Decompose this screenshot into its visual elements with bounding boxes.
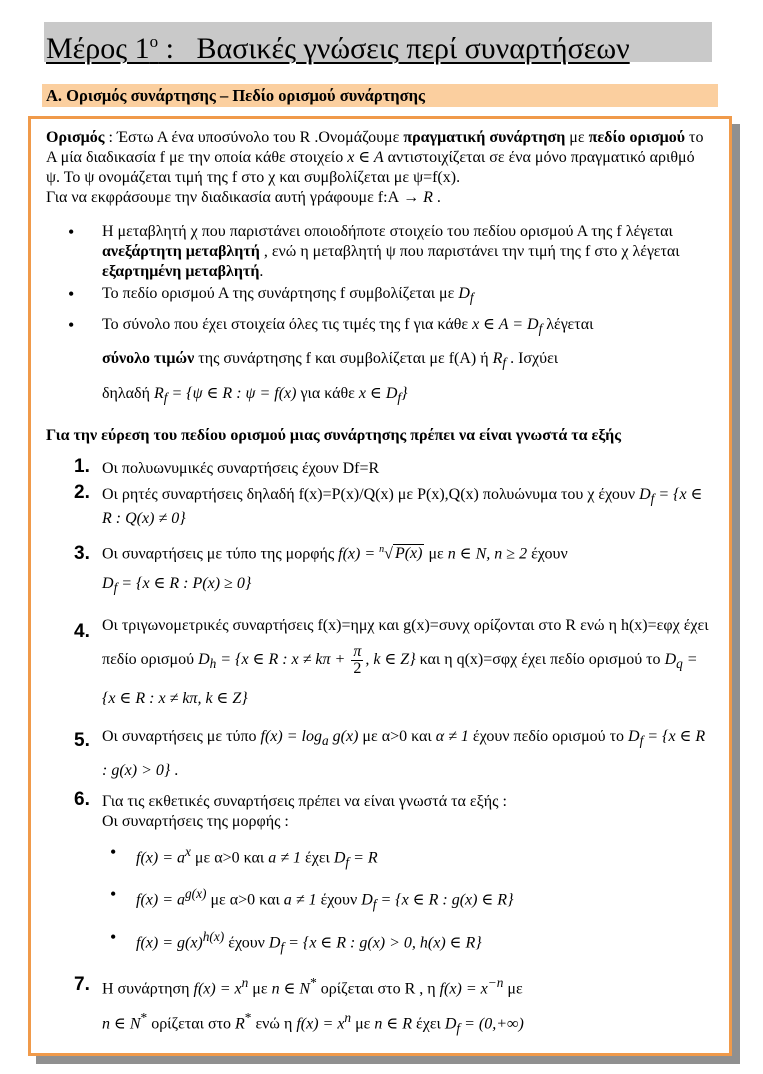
page-title: Μέρος $1^o$ : Βασικές γνώσεις περί συναρτήσεων bbox=[46, 32, 630, 65]
exponential-cases bbox=[102, 836, 710, 964]
list-item: • Η μεταβλητή χ που παριστάνει οποιοδήποτε στοιχείο του πεδίου ορισμού Α της f λέγεται ανεξάρτητη μεταβλητή , ενώ η μεταβλητή ψ που παριστάνει την τιμή της f στο χ λέγεται εξαρτημένη μεταβλητή. bbox=[46, 222, 710, 282]
definition-notation: Για να εκφράσουμε την διαδικασία αυτή γράφουμε f:A → R . bbox=[46, 189, 441, 206]
list-item: 4. Οι τριγωνομετρικές συναρτήσεις f(x)=ημχ και g(x)=συνχ ορίζονται στο R ενώ η h(x)=εφχ έχει πεδίο ορισμού $D_h = \{x$ ∈ R : x ≠ kπ + $\frac{\pi}{2}$ , k ∈ Z} και η q(x)=σφχ έχει πεδίο ορισμού το $D_q = \{x$ ∈ R : x ≠ kπ, k ∈ Z} bbox=[74, 617, 709, 707]
list-item: 2. Οι ρητές συναρτήσεις δηλαδή f(x)=P(x)/Q(x) με P(x),Q(x) πολυώνυμα του χ έχουν $D_f = \{x$ ∈ R : Q(x) ≠ 0} bbox=[74, 481, 703, 527]
list-item: • Το σύνολο που έχει στοιχεία όλες τις τιμές της f για κάθε x ∈ $A = D_f$ λέγεται σύνολο τιμών της συνάρτησης f και συμβολίζεται με f(A) ή $R_f$ . Ισχύει δηλαδή $R_f = \{\psi$ ∈ R : ψ = f(x) για κάθε x ∈ $D_f$} bbox=[46, 310, 710, 413]
list-item: 1. Οι πολυωνυμικές συναρτήσεις έχουν Df=R bbox=[74, 455, 380, 477]
list-item: • $f(x) = a^x$ με α>0 και a ≠ 1 έχει $D_f = R$ bbox=[102, 836, 710, 879]
definition-bullets bbox=[46, 222, 710, 413]
domain-rules bbox=[46, 455, 710, 1042]
list-item: 6. Για τις εκθετικές συναρτήσεις πρέπει να είναι γνωστά τα εξής : Οι συναρτήσεις της μορφής : • $f(x) = a^x$ με α>0 και a ≠ 1 έχει $D_f = R$ • $f(x) = a^{g(x)}$ με α>0 και a ≠ 1 έχουν $D_f = \{x$ ∈ R : g(x) ∈ R} • $f(x) = g(x)^{h(x)}$ έχουν $D_f = \{x$ ∈ R : g(x) > 0, h(x) ∈ R} bbox=[46, 792, 710, 964]
domain-rules-heading: Για την εύρεση του πεδίου ορισμού μιας συνάρτησης πρέπει να είναι γνωστά τα εξής bbox=[46, 426, 622, 444]
definition: Ορισμός : Έστω Α ένα υποσύνολο του R .Ονομάζουμε πραγματική συνάρτηση με πεδίο ορισμού το Α μία διαδικασία f με την οποία κάθε στοιχείο x ∈ A αντιστοιχίζεται σε ένα μόνο πραγματικό αριθμό ψ. Το ψ ονομάζεται τιμή της f στο χ και συμβολίζεται με ψ=f(x). bbox=[46, 129, 704, 186]
list-item: 3. Οι συναρτήσεις με τύπο της μορφής f(x) = $^n$√ P(x) με n ∈ N, n ≥ 2 έχουν $D_f = \{x$ ∈ R : P(x) ≥ 0} bbox=[74, 542, 568, 596]
content bbox=[46, 128, 710, 1048]
list-item: 7. Η συνάρτηση $f(x) = x^n$ με n ∈ N* ορίζεται στο R , η $f(x) = x^{-n}$ με n ∈ N* ορίζεται στο R* ενώ η $f(x) = x^n$ με n ∈ R έχει $D_f = (0,+\infty)$ bbox=[74, 974, 524, 1036]
section-title: Α. Ορισμός συνάρτησης – Πεδίο ορισμού συνάρτησης bbox=[46, 86, 425, 105]
pi-over-two: $\frac{\pi}{2}$ bbox=[353, 643, 362, 678]
list-item: 5. Οι συναρτήσεις με τύπο $f(x) = \log_a g(x)$ με α>0 και α ≠ 1 έχουν πεδίο ορισμού το $D_f = \{x$ ∈ R : g(x) > 0} . bbox=[74, 727, 706, 779]
list-item: • Το πεδίο ορισμού Α της συνάρτησης f συμβολίζεται με $D_f$ bbox=[46, 284, 710, 308]
list-item: • $f(x) = g(x)^{h(x)}$ έχουν $D_f = \{x$ ∈ R : g(x) > 0, h(x) ∈ R} bbox=[102, 921, 710, 964]
list-item: • $f(x) = a^{g(x)}$ με α>0 και a ≠ 1 έχουν $D_f = \{x$ ∈ R : g(x) ∈ R} bbox=[102, 878, 710, 921]
